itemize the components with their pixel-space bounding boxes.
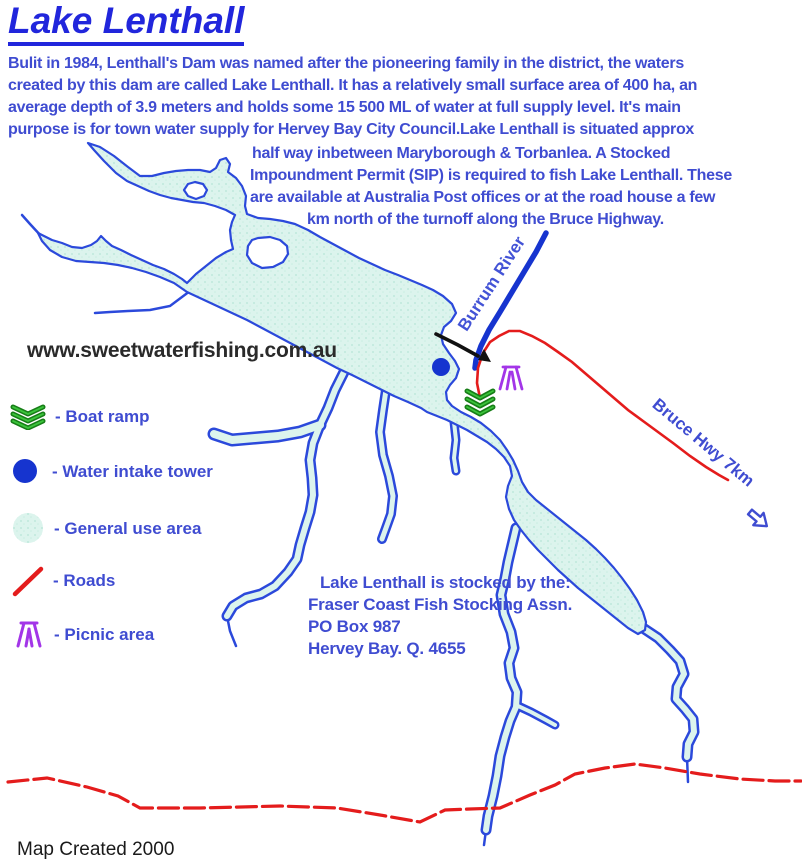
intro-indent-line-1: half way inbetween Maryborough & Torbanlea. A Stocked — [252, 145, 671, 162]
water-intake-tower-marker — [432, 358, 450, 376]
southern-road — [8, 764, 801, 822]
bruce-hwy-label: Bruce Hwy 7km — [648, 394, 758, 491]
legend-item-general-use — [12, 512, 201, 545]
stocked-by-line-3: PO Box 987 — [308, 617, 401, 636]
stocked-by-line-2: Fraser Coast Fish Stocking Assn. — [308, 595, 573, 614]
map-created-caption: Map Created 2000 — [17, 839, 175, 860]
intro-indent-line-4: km north of the turnoff along the Bruce Highway. — [307, 211, 664, 228]
legend-label-boat-ramp: - Boat ramp — [55, 406, 150, 426]
boat-ramp-chevrons-icon — [10, 403, 46, 430]
legend-label-roads: - Roads — [53, 570, 116, 590]
intro-line-3: average depth of 3.9 meters and holds some 15 500 ML of water at full supply level. It's main — [8, 99, 681, 116]
picnic-area-marker — [500, 367, 522, 389]
bruce-hwy-road — [477, 331, 728, 480]
water-intake-circle-icon — [12, 458, 39, 485]
stocked-by-line-1: Lake Lenthall is stocked by the: — [320, 573, 571, 592]
intro-indent-line-2: Impoundment Permit (SIP) is required to fish Lake Lenthall. These — [250, 167, 732, 184]
intro-line-1: Bulit in 1984, Lenthall's Dam was named after the pioneering family in the district, the waters — [8, 55, 684, 72]
burrum-river-label: Burrum River — [454, 232, 530, 335]
intro-line-4: purpose is for town water supply for Hervey Bay City Council.Lake Lenthall is situated approx — [8, 121, 695, 138]
website-url: www.sweetwaterfishing.com.au — [27, 339, 337, 362]
intro-line-2: created by this dam are called Lake Lenthall. It has a relatively small surface area of 400 ha, an — [8, 77, 698, 94]
legend-label-general-use: - General use area — [54, 518, 202, 538]
road-line-icon — [12, 564, 45, 597]
legend-label-picnic-area: - Picnic area — [54, 624, 155, 644]
picnic-table-icon — [14, 620, 44, 649]
legend-item-water-intake — [12, 458, 213, 485]
general-use-swatch-icon — [12, 512, 45, 545]
legend-item-picnic-area — [14, 620, 154, 649]
stocked-by-line-4: Hervey Bay. Q. 4655 — [308, 639, 466, 658]
highway-direction-arrow — [745, 506, 772, 532]
legend-item-boat-ramp — [10, 403, 149, 430]
west-creek — [95, 291, 190, 313]
page-title: Lake Lenthall — [8, 2, 244, 46]
legend-item-roads — [12, 564, 115, 597]
intro-indent-line-3: are available at Australia Post offices or at the road house a few — [250, 189, 716, 206]
legend-label-water-intake: - Water intake tower — [52, 461, 213, 481]
